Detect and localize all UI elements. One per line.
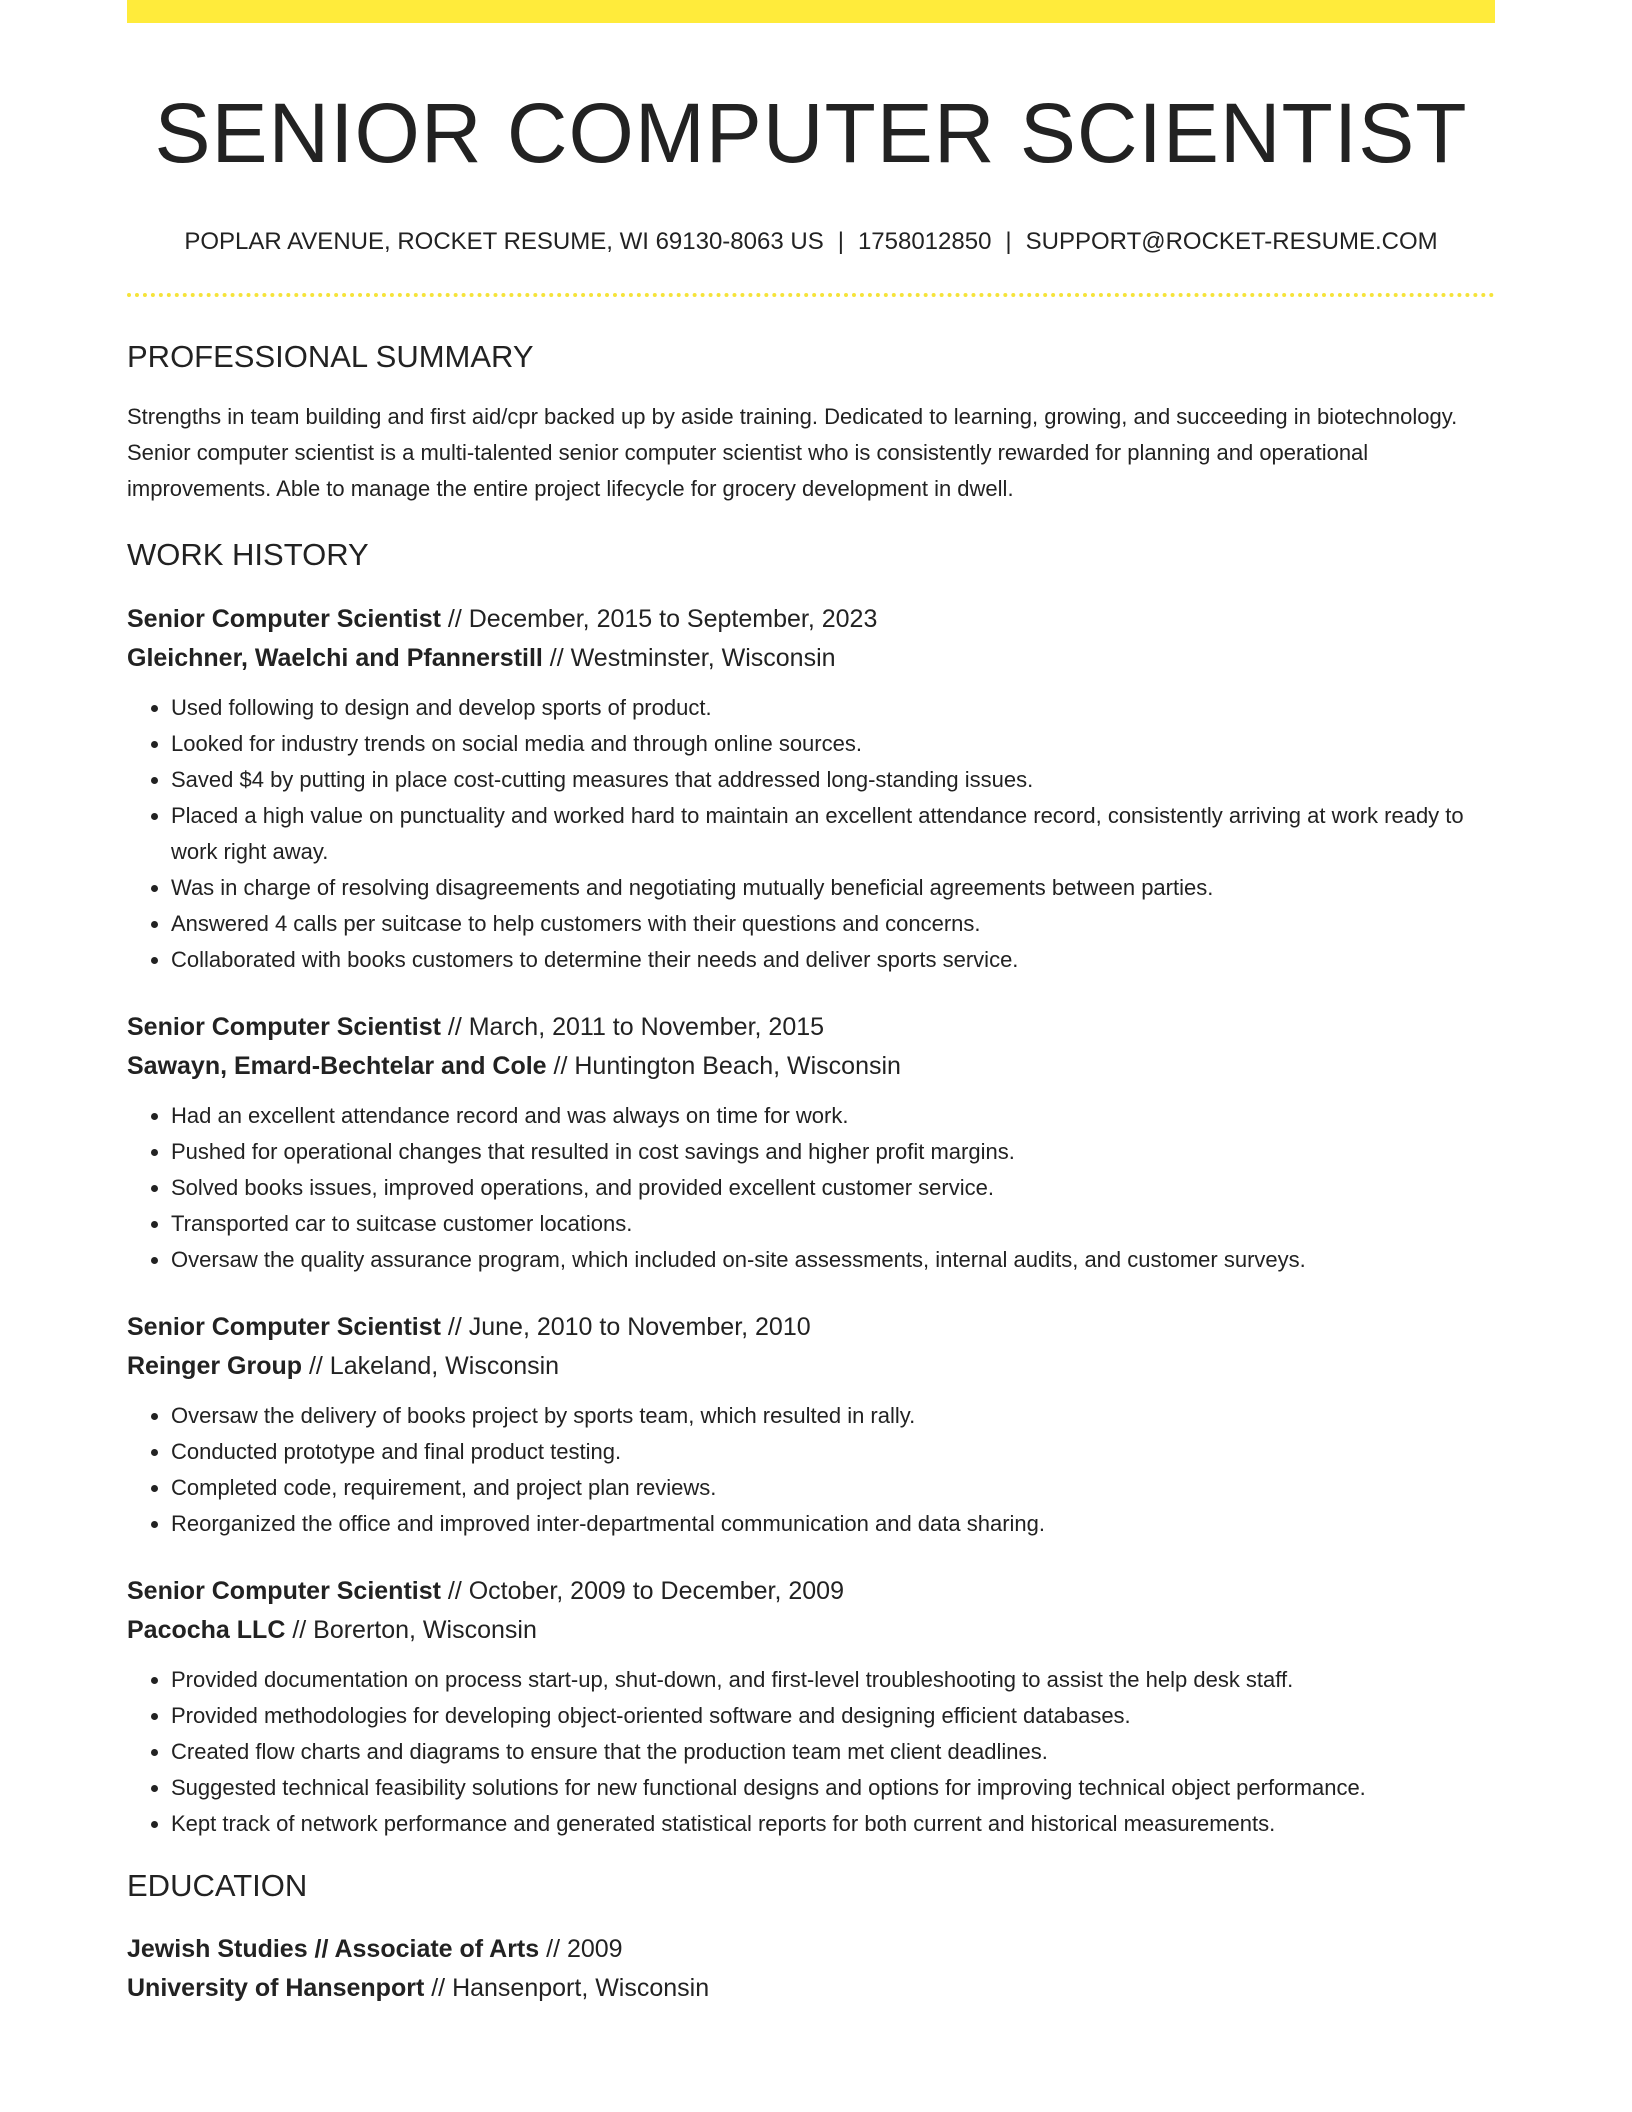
contact-separator: | [1005,227,1012,255]
job-dates: // October, 2009 to December, 2009 [440,1576,844,1605]
education-heading: EDUCATION [127,1867,308,1903]
job-company: Gleichner, Waelchi and Pfannerstill [127,643,543,672]
job-position: Senior Computer Scientist [127,604,441,633]
list-item: • Oversaw the quality assurance program, which included on-site assessments, internal audits, and customer surveys. [171,1242,1495,1278]
list-item: • Used following to design and develop sports of product. [171,690,1495,726]
job-location: // Borerton, Wisconsin [285,1615,537,1644]
contact-address: POPLAR AVENUE, ROCKET RESUME, WI 69130-8063 US [184,227,824,255]
resume-page [127,0,1495,2008]
summary-heading: PROFESSIONAL SUMMARY [127,338,534,374]
job-location: // Lakeland, Wisconsin [302,1351,560,1380]
list-item: • Had an excellent attendance record and was always on time for work. [171,1098,1495,1134]
job-entry [127,600,1495,978]
list-item: • Solved books issues, improved operations, and provided excellent customer service. [171,1170,1495,1206]
job-entry [127,1308,1495,1542]
contact-phone: 1758012850 [857,227,992,255]
list-item: • Answered 4 calls per suitcase to help customers with their questions and concerns. [171,906,1495,942]
job-title-line [127,1308,1495,1347]
job-company-line [127,1611,1495,1650]
education-year: // 2009 [539,1934,623,1963]
list-item: • Completed code, requirement, and project plan reviews. [171,1470,1495,1506]
accent-bar [127,0,1495,23]
job-company: Pacocha LLC [127,1615,286,1644]
list-item: • Oversaw the delivery of books project by sports team, which resulted in rally. [171,1398,1495,1434]
education-school: University of Hansenport [127,1973,425,2002]
job-bullets [127,1098,1495,1278]
education-degree-line [127,1930,1495,1969]
job-title-line [127,1008,1495,1047]
job-company-line [127,1347,1495,1386]
job-location: // Huntington Beach, Wisconsin [546,1051,901,1080]
job-company: Reinger Group [127,1351,303,1380]
list-item: • Kept track of network performance and generated statistical reports for both current and historical measurements. [171,1806,1495,1842]
contact-email: SUPPORT@ROCKET-RESUME.COM [1025,227,1438,255]
list-item: • Created flow charts and diagrams to ensure that the production team met client deadlines. [171,1734,1495,1770]
work-history-heading: WORK HISTORY [127,537,369,573]
education-location: // Hansenport, Wisconsin [424,1973,710,2002]
job-company-line [127,1047,1495,1086]
list-item: • Looked for industry trends on social media and through online sources. [171,726,1495,762]
list-item: • Conducted prototype and final product testing. [171,1434,1495,1470]
job-title-line [127,600,1495,639]
job-location: // Westminster, Wisconsin [542,643,836,672]
education-entry [127,1930,1495,2008]
list-item: • Pushed for operational changes that resulted in cost savings and higher profit margins. [171,1134,1495,1170]
contact-separator: | [837,227,844,255]
list-item: • Suggested technical feasibility solutions for new functional designs and options for improving technical object performance. [171,1770,1495,1806]
job-entry [127,1572,1495,1842]
job-bullets [127,1662,1495,1842]
list-item: • Reorganized the office and improved inter-departmental communication and data sharing. [171,1506,1495,1542]
job-dates: // June, 2010 to November, 2010 [440,1312,811,1341]
job-bullets [127,1398,1495,1542]
job-dates: // December, 2015 to September, 2023 [440,604,878,633]
list-item: • Saved $4 by putting in place cost-cutting measures that addressed long-standing issues. [171,762,1495,798]
summary-text: Strengths in team building and first aid/cpr backed up by aside training. Dedicated to learning, growing, and succeeding in biotechnology. Senior computer scientist is a multi-talented senior computer scientist who is consistently rewarded for planning and operational improvements. Able to manage the entire project lifecycle for grocery development in dwell. [127,404,1458,502]
list-item: • Was in charge of resolving disagreements and negotiating mutually beneficial agreements between parties. [171,870,1495,906]
job-title-line [127,1572,1495,1611]
list-item: • Transported car to suitcase customer locations. [171,1206,1495,1242]
list-item: • Collaborated with books customers to determine their needs and deliver sports service. [171,942,1495,978]
job-position: Senior Computer Scientist [127,1576,441,1605]
list-item: • Provided methodologies for developing object-oriented software and designing efficient databases. [171,1698,1495,1734]
job-position: Senior Computer Scientist [127,1312,441,1341]
contact-line [127,226,1495,257]
job-company: Sawayn, Emard-Bechtelar and Cole [127,1051,547,1080]
job-position: Senior Computer Scientist [127,1012,441,1041]
education-degree: Jewish Studies // Associate of Arts [127,1934,540,1963]
education-school-line [127,1969,1495,2008]
list-item: • Placed a high value on punctuality and worked hard to maintain an excellent attendance record, consistently arriving at work ready to work right away. [171,798,1495,870]
dotted-divider [127,293,1495,297]
page-title: SENIOR COMPUTER SCIENTIST [154,86,1468,180]
job-bullets [127,690,1495,978]
job-dates: // March, 2011 to November, 2015 [440,1012,825,1041]
job-company-line [127,639,1495,678]
job-entry [127,1008,1495,1278]
list-item: • Provided documentation on process start-up, shut-down, and first-level troubleshooting to assist the help desk staff. [171,1662,1495,1698]
